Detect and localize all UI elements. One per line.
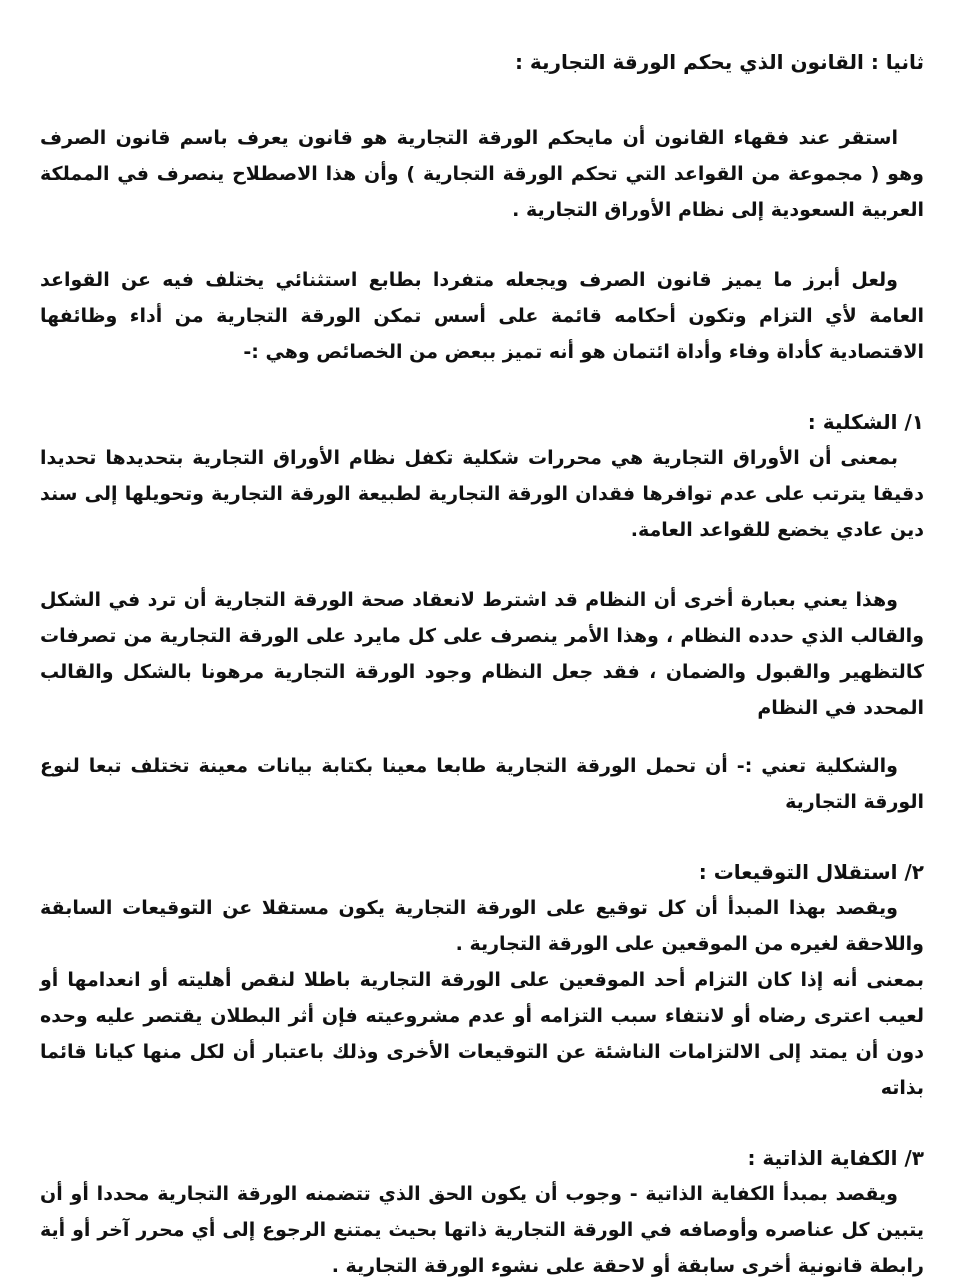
section1-paragraph-3: والشكلية تعني :- أن تحمل الورقة التجارية طابعا معينا بكتابة بيانات معينة تختلف تبعا لنوع الورقة التجارية [40,755,924,813]
section3-heading: ٣/ الكفاية الذاتية : [747,1146,924,1170]
intro-paragraph: استقر عند فقهاء القانون أن مايحكم الورقة التجارية هو قانون يعرف باسم قانون الصرف وهو ( مجموعة من القواعد التي تحكم الورقة التجارية ) وأن هذا الاصطلاح ينصرف في المملكة العربية السعودية إلى نظام الأوراق التجارية . [40,127,924,221]
main-heading: ثانيا : القانون الذي يحكم الورقة التجارية : [514,50,924,74]
section1-paragraph-1: بمعنى أن الأوراق التجارية هي محررات شكلية تكفل نظام الأوراق التجارية بتحديدها تحديدا دقيقا يترتب على عدم توافرها فقدان الورقة التجارية لطبيعة الورقة التجارية وتحويلها إلى سند دين عادي يخضع للقواعد العامة. [40,447,924,541]
section1-heading: ١/ الشكلية : [807,410,924,434]
section2-paragraph-1: ويقصد بهذا المبدأ أن كل توقيع على الورقة التجارية يكون مستقلا عن التوقيعات السابقة واللاحقة لغيره من الموقعين على الورقة التجارية . [40,897,924,955]
section2-heading: ٢/ استقلال التوقيعات : [698,860,924,884]
spacer [40,80,924,120]
spacer [40,1106,924,1140]
features-paragraph: ولعل أبرز ما يميز قانون الصرف ويجعله متفردا بطابع استثنائي يختلف فيه عن القواعد العامة لأي التزام وتكون أحكامه قائمة على أسس تمكن الورقة التجارية من أداء وظائفها الاقتصادية كأداة وفاء وأداة ائتمان هو أنه تميز ببعض من الخصائص وهي :- [40,269,924,363]
section2-paragraph-2: بمعنى أنه إذا كان التزام أحد الموقعين على الورقة التجارية باطلا لنقص أهليته أو انعدامها أو لعيب اعترى رضاه أو لانتفاء سبب التزامه أو عدم مشروعيته فإن أثر البطلان يقتصر عليه وحده دون أن يمتد إلى الالتزامات الناشئة عن التوقيعات الأخرى وذلك باعتبار أن لكل منها كيانا قائما بذاته [40,969,924,1099]
spacer [40,228,924,262]
section3-paragraph-1: ويقصد بمبدأ الكفاية الذاتية - وجوب أن يكون الحق الذي تتضمنه الورقة التجارية محددا أو أن يتبين كل عناصره وأوصافه في الورقة التجارية ذاتها بحيث يمتنع الرجوع إلى أي محرر آخر أو أية رابطة قانونية أخرى سابقة أو لاحقة على نشوء الورقة التجارية . [40,1183,924,1277]
spacer [40,370,924,404]
spacer [40,548,924,582]
section1-paragraph-2: وهذا يعني بعبارة أخرى أن النظام قد اشترط لانعقاد صحة الورقة التجارية أن ترد في الشكل والقالب الذي حدده النظام ، وهذا الأمر ينصرف على كل مايرد على الورقة التجارية من تصرفات كالتظهير والقبول والضمان ، فقد جعل النظام وجود الورقة التجارية مرهونا بالشكل والقالب المحدد في النظام [40,589,924,719]
spacer [40,820,924,854]
spacer [40,726,924,748]
